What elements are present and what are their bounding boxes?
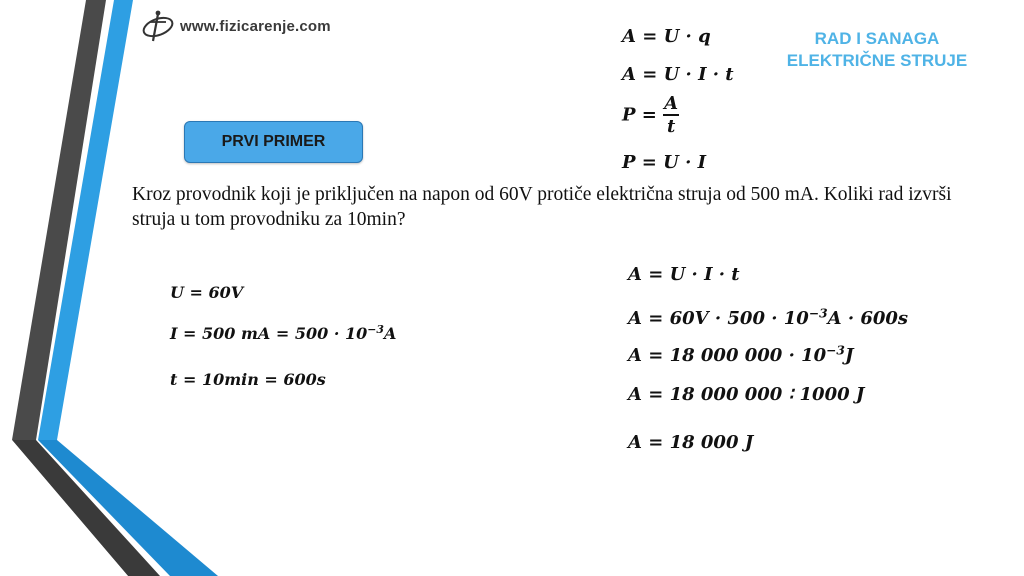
solution-step-2-exponent: −3 bbox=[808, 306, 828, 321]
given-time: t = 10min = 600s bbox=[170, 370, 326, 389]
power-lhs: P = bbox=[622, 104, 657, 126]
fraction-numerator: A bbox=[664, 93, 679, 114]
formula-power-current: P = U · I bbox=[622, 152, 707, 173]
page-title bbox=[772, 28, 982, 72]
fraction-denominator: t bbox=[666, 116, 676, 137]
solution-result: A = 18 000 J bbox=[628, 432, 754, 453]
given-current-main: I = 500 mA = 500 · 10 bbox=[170, 324, 368, 343]
fraction bbox=[663, 95, 679, 136]
site-url: www.fizicarenje.com bbox=[180, 17, 331, 35]
solution-step-4: A = 18 000 000 ∶ 1000 J bbox=[628, 384, 865, 405]
formula-work-current: A = U · I · t bbox=[622, 64, 734, 85]
formula-power-fraction bbox=[622, 95, 679, 136]
given-current-unit: A bbox=[383, 324, 397, 343]
title-line-1: RAD I SANAGA bbox=[814, 29, 940, 48]
solution-step-1: A = U · I · t bbox=[628, 264, 740, 285]
given-voltage: U = 60V bbox=[170, 283, 244, 302]
solution-step-3-exponent: −3 bbox=[826, 343, 845, 358]
solution-step-2-tail: A · 600s bbox=[827, 308, 909, 329]
solution-step-3 bbox=[628, 345, 853, 366]
title-line-2: ELEKTRIČNE STRUJE bbox=[786, 51, 968, 70]
solution-step-2 bbox=[628, 308, 908, 329]
first-example-button[interactable]: PRVI PRIMER bbox=[184, 121, 363, 163]
given-current bbox=[170, 324, 396, 343]
formula-work-charge: A = U · q bbox=[622, 26, 711, 47]
solution-step-3-main: A = 18 000 000 · 10 bbox=[628, 345, 827, 366]
solution-step-3-tail: J bbox=[844, 345, 854, 366]
atom-figure-icon bbox=[140, 8, 176, 44]
site-logo[interactable] bbox=[140, 8, 331, 44]
given-current-exponent: −3 bbox=[367, 323, 384, 337]
solution-step-2-main: A = 60V · 500 · 10 bbox=[628, 308, 809, 329]
problem-statement: Kroz provodnik koji je priključen na napon od 60V protiče električna struja od 500 mA. Koliki rad izvrši struja u tom provodniku za 10min? bbox=[132, 184, 952, 230]
